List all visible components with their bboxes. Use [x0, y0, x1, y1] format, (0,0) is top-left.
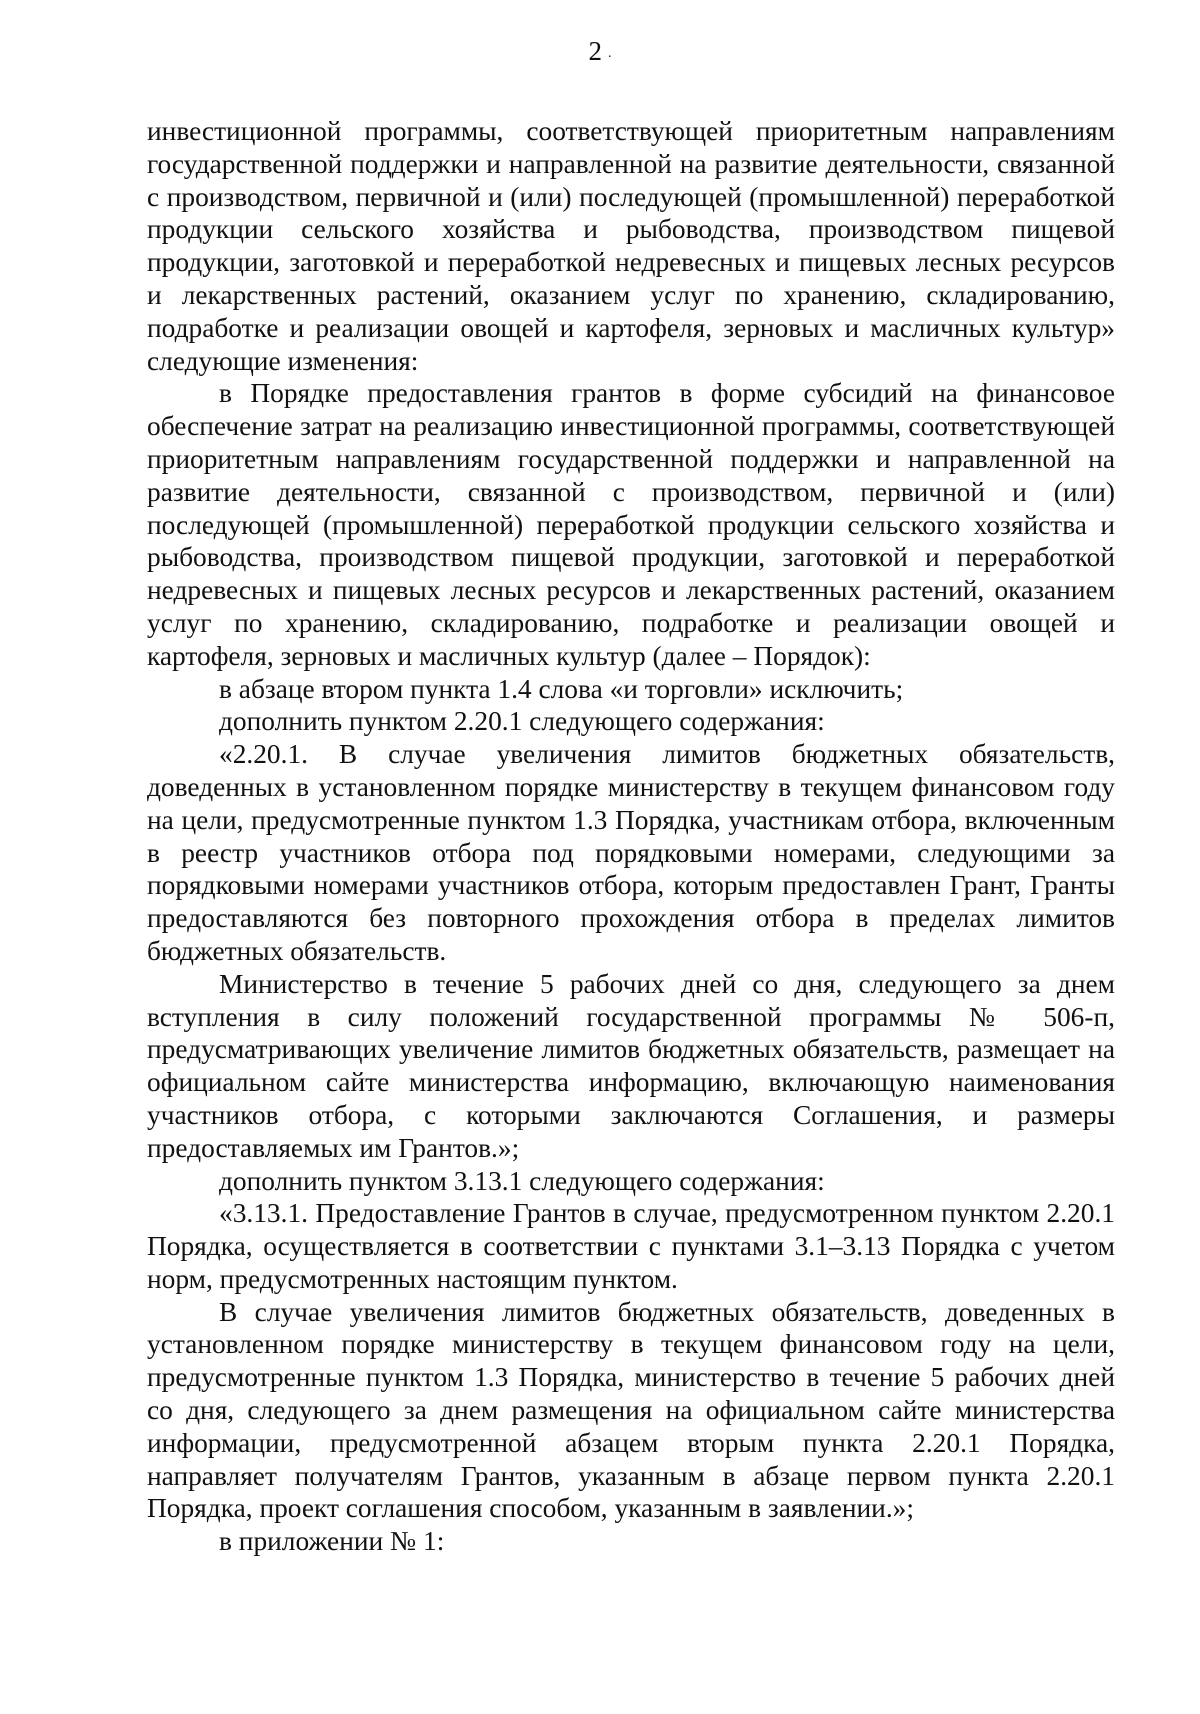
- paragraph: дополнить пунктом 3.13.1 следующего содержания:: [219, 1165, 825, 1196]
- paragraph: в абзаце втором пункта 1.4 слова «и торговли» исключить;: [219, 673, 904, 704]
- paragraph: В случае увеличения лимитов бюджетных обязательств, доведенных в установленном порядке министерству в текущем финансовом году на цели, предусмотренные пунктом 1.3 Порядка, министерство в течение 5 рабочих дней со дня, следующего за днем размещения на официальном сайте министерства информации, предусмотренной абзацем вторым пункта 2.20.1 Порядка, направляет получателям Грантов, указанным в абзаце первом пункта 2.20.1 Порядка, проект соглашения способом, указанным в заявлении.»;: [147, 1296, 1115, 1524]
- paragraph: инвестиционной программы, соответствующей приоритетным направлениям государственной поддержки и направленной на развитие деятельности, связанной с производством, первичной и (или) последующей (промышленной) переработкой продукции сельского хозяйства и рыбоводства, производством пищевой продукции, заготовкой и переработкой недревесных и пищевых лесных ресурсов и лекарственных растений, оказанием услуг по хранению, складированию, подработке и реализации овощей и картофеля, зерновых и масличных культур» следующие изменения:: [147, 116, 1115, 376]
- paragraph: дополнить пунктом 2.20.1 следующего содержания:: [219, 706, 825, 737]
- paragraph: в приложении № 1:: [219, 1526, 445, 1557]
- paragraph: «2.20.1. В случае увеличения лимитов бюджетных обязательств, доведенных в установленном порядке министерству в текущем финансовом году на цели, предусмотренные пунктом 1.3 Порядка, участникам отбора, включенным в реестр участников отбора под порядковыми номерами, следующими за порядковыми номерами участников отбора, которым предоставлен Грант, Гранты предоставляются без повторного прохождения отбора в пределах лимитов бюджетных обязательств.: [147, 739, 1115, 966]
- paragraph: в Порядке предоставления грантов в форме субсидий на финансовое обеспечение затрат на реализацию инвестиционной программы, соответствующей приоритетным направлениям государственной поддержки и направленной на развитие деятельности, связанной с производством, первичной и (или) последующей (промышленной) переработкой продукции сельского хозяйства и рыбоводства, производством пищевой продукции, заготовкой и переработкой недревесных и пищевых лесных ресурсов и лекарственных растений, оказанием услуг по хранению, складированию, подработке и реализации овощей и картофеля, зерновых и масличных культур (далее – Порядок):: [147, 378, 1115, 671]
- page-number-mark: .: [608, 45, 612, 61]
- paragraph: Министерство в течение 5 рабочих дней со дня, следующего за днем вступления в силу положений государственной программы № 506-п, предусматривающих увеличение лимитов бюджетных обязательств, размещает на официальном сайте министерства информацию, включающую наименования участников отбора, с которыми заключаются Соглашения, и размеры предоставляемых им Грантов.»;: [147, 968, 1115, 1163]
- paragraph: «3.13.1. Предоставление Грантов в случае, предусмотренном пунктом 2.20.1 Порядка, осуществляется в соответствии с пунктами 3.1–3.13 Порядка с учетом норм, предусмотренных настоящим пунктом.: [147, 1198, 1115, 1294]
- document-body: [147, 115, 1115, 1558]
- page-number: [589, 38, 612, 65]
- page-number-value: 2: [588, 36, 602, 66]
